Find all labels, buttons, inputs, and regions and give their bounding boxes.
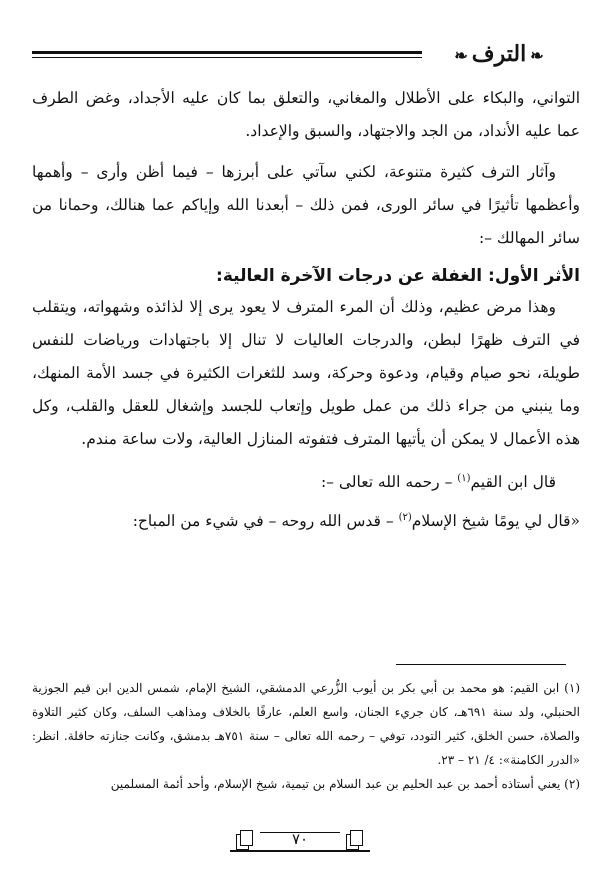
section-heading: الأثر الأول: الغفلة عن درجات الآخرة العالية: (216, 266, 580, 286)
footnotes (32, 676, 580, 796)
footnote-marker-2: (٢) (398, 511, 412, 523)
quote-intro-text: قال ابن القيم (470, 473, 556, 491)
main-text (32, 82, 580, 538)
quote-intro-tail: – رحمه الله تعالى –: (320, 473, 458, 491)
header-rule-thick (32, 51, 422, 54)
quote-start-text: «قال لي يومًا شيخ الإسلام (411, 512, 580, 530)
paragraph-effects: وآثار الترف كثيرة متنوعة، لكني سآتي على أبرزها – فيما أظن وأرى – وأهمها وأعظمها تأثيرًا في سائر الورى، فمن ذلك – أبعدنا الله وإياكم عما هنالك، وحمانا من سائر المهالك –: (32, 163, 580, 247)
footnote-2: (٢) يعني أستاذه أحمد بن عبد الحليم بن عبد السلام بن تيمية، شيخ الإسلام، وأحد أئمة المسلمين (110, 777, 580, 791)
ornament-left-icon: ❧ (454, 46, 468, 65)
quote-start-tail: – قدس الله روحه – في شيء من المباح: (132, 512, 399, 530)
page-number: ٧٠ (291, 830, 309, 848)
footnote-separator (396, 664, 566, 665)
footnote-marker-1: (١) (457, 472, 471, 484)
paragraph-continued: التواني، والبكاء على الأطلال والمغاني، والتعلق بما كان عليه الأجداد، وغض الطرف عما عليه الأنداد، من الجد والاجتهاد، والسبق والإعداد. (32, 89, 580, 140)
section-paragraph: وهذا مرض عظيم، وذلك أن المرء المترف لا يعود يرى إلا لذائذه وشهواته، ويتقلب في الترف ظهرًا لبطن، والدرجات العاليات لا تنال إلا باجتهادات ورياضات للنفس طويلة، نحو صيام وقيام، ودعوة وحركة، وسد للثغرات الكثيرة في جسد الأمة المنهك، وما ينبني من جراء ذلك من عمل طويل وإتعاب للجسد وإشغال للعقل والقلب، وكل هذه الأعمال لا يمكن أن يأتيها المترف فتفوته المنازل العالية، ولات ساعة مندم. (32, 298, 580, 448)
footnote-1: (١) ابن القيم: هو محمد بن أبي بكر بن أيوب الزُّرعي الدمشقي، الشيخ الإمام، شمس الدين ابن قيم الجوزية الحنبلي، ولد سنة ٦٩١هـ، كان جريء الجنان، واسع العلم، عارفًا بالخلاف ومذاهب السلف، وكان كثير التلاوة والصلاة، حسن الخلق، كثير التودد، توفي – رحمه الله تعالى – سنة ٧٥١هـ بدمشق، وكانت جنازته حافلة. انظر: «الدرر الكامنة»: ٤/ ٢١ – ٢٣. (32, 681, 580, 767)
quote-start-line (32, 505, 580, 538)
page-footer (230, 826, 370, 856)
running-title-ornament (424, 34, 574, 74)
pages-left-icon (236, 830, 254, 850)
running-title: الترف (471, 41, 527, 67)
header-rule-thin (32, 57, 422, 58)
page-header (32, 34, 578, 74)
ornament-right-icon: ❧ (530, 46, 544, 65)
quote-intro-line (32, 466, 580, 499)
pages-right-icon (346, 830, 364, 850)
